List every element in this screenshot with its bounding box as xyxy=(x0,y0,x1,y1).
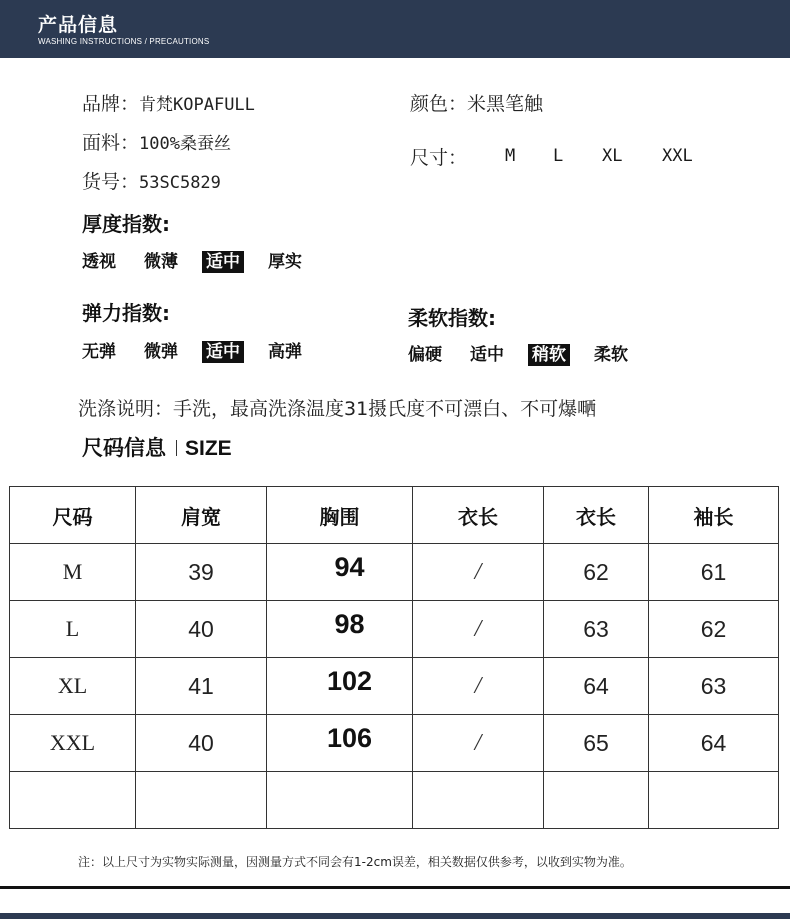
elasticity-options xyxy=(78,341,326,363)
table-cell: 62 xyxy=(583,558,609,585)
size-info-cn: 尺码信息 xyxy=(82,436,166,460)
size-option-l: L xyxy=(553,146,564,166)
table-cell: 94 xyxy=(334,551,365,582)
table-header: 肩宽 xyxy=(136,487,267,544)
table-cell-empty xyxy=(649,772,779,829)
elasticity-option: 无弹 xyxy=(82,342,116,362)
elasticity-option-selected: 适中 xyxy=(202,341,244,363)
table-header-row xyxy=(10,487,779,544)
measurement-note: 注：以上尺寸为实物实际测量，因测量方式不同会有1-2cm误差，相关数据仅供参考，以收到实物为准。 xyxy=(78,855,632,869)
brand-value: 肯梵KOPAFULL xyxy=(139,95,255,115)
table-cell: 102 xyxy=(326,665,373,696)
softness-option: 柔软 xyxy=(594,345,628,365)
table-cell-size: XXL xyxy=(49,730,96,755)
thickness-title: 厚度指数: xyxy=(82,212,170,236)
table-cell-size: L xyxy=(65,616,80,641)
softness-title: 柔软指数: xyxy=(408,306,496,330)
table-row xyxy=(10,715,779,772)
fabric-label: 面料： xyxy=(82,132,140,154)
table-cell: 40 xyxy=(188,615,214,642)
table-row xyxy=(10,544,779,601)
table-cell-empty xyxy=(413,772,544,829)
item-line xyxy=(82,167,221,194)
table-cell-empty xyxy=(544,772,649,829)
table-cell: / xyxy=(474,615,482,642)
size-option-xl: XL xyxy=(602,146,623,166)
softness-option: 偏硬 xyxy=(408,345,442,365)
table-cell: 63 xyxy=(583,615,609,642)
table-cell-empty xyxy=(10,772,136,829)
softness-options xyxy=(404,344,652,366)
size-info-en: SIZE xyxy=(185,437,232,460)
table-row-empty xyxy=(10,772,779,829)
size-label: 尺寸： xyxy=(410,147,468,169)
table-cell-size: XL xyxy=(57,673,88,698)
divider-line xyxy=(0,886,790,889)
table-cell: 63 xyxy=(700,672,727,699)
table-cell: 61 xyxy=(700,558,727,585)
table-cell: / xyxy=(474,729,482,756)
color-value: 米黑笔触 xyxy=(467,93,544,115)
size-option-m: M xyxy=(505,146,516,166)
table-cell: 106 xyxy=(326,722,373,753)
brand-label: 品牌： xyxy=(82,93,140,115)
size-info-heading xyxy=(82,432,232,462)
fabric-line xyxy=(82,128,231,155)
thickness-option: 微薄 xyxy=(144,252,178,272)
table-header: 袖长 xyxy=(649,487,779,544)
softness-option: 适中 xyxy=(470,345,504,365)
size-info-divider xyxy=(176,440,177,456)
color-label: 颜色： xyxy=(410,93,468,115)
thickness-option: 厚实 xyxy=(268,252,302,272)
size-table xyxy=(9,486,779,829)
item-label: 货号： xyxy=(82,171,140,193)
table-cell: 39 xyxy=(188,558,214,585)
table-cell: 62 xyxy=(700,615,727,642)
table-cell: / xyxy=(474,558,482,585)
table-row xyxy=(10,601,779,658)
elasticity-option: 高弹 xyxy=(268,342,302,362)
table-cell: / xyxy=(474,672,482,699)
table-cell: 64 xyxy=(700,729,727,756)
fabric-value: 100%桑蚕丝 xyxy=(139,134,231,154)
footer-bar xyxy=(0,913,790,919)
size-option-xxl: XXL xyxy=(662,146,693,166)
table-row xyxy=(10,658,779,715)
elasticity-title: 弹力指数: xyxy=(82,301,170,325)
table-header: 胸围 xyxy=(267,487,413,544)
softness-option-selected: 稍软 xyxy=(528,344,570,366)
brand-line xyxy=(82,89,255,116)
item-value: 53SC5829 xyxy=(139,173,221,193)
table-header: 尺码 xyxy=(10,487,136,544)
table-cell: 41 xyxy=(188,672,214,699)
color-line xyxy=(410,89,543,116)
table-cell: 40 xyxy=(188,729,214,756)
wash-instructions: 洗涤说明：手洗，最高洗涤温度31摄氏度不可漂白、不可爆嗮 xyxy=(78,398,597,420)
thickness-option-selected: 适中 xyxy=(202,251,244,273)
table-cell-empty xyxy=(267,772,413,829)
table-cell: 64 xyxy=(583,672,609,699)
elasticity-option: 微弹 xyxy=(144,342,178,362)
header-bar xyxy=(0,0,790,58)
header-subtitle: WASHING INSTRUCTIONS / PRECAUTIONS xyxy=(38,37,210,46)
table-header: 衣长 xyxy=(413,487,544,544)
table-cell: 98 xyxy=(334,608,365,639)
header-title: 产品信息 xyxy=(38,14,119,36)
table-cell-empty xyxy=(136,772,267,829)
table-cell-size: M xyxy=(62,559,83,584)
size-line xyxy=(410,143,467,170)
table-cell: 65 xyxy=(583,729,609,756)
table-header: 衣长 xyxy=(544,487,649,544)
thickness-option: 透视 xyxy=(82,252,116,272)
thickness-options xyxy=(78,251,326,273)
